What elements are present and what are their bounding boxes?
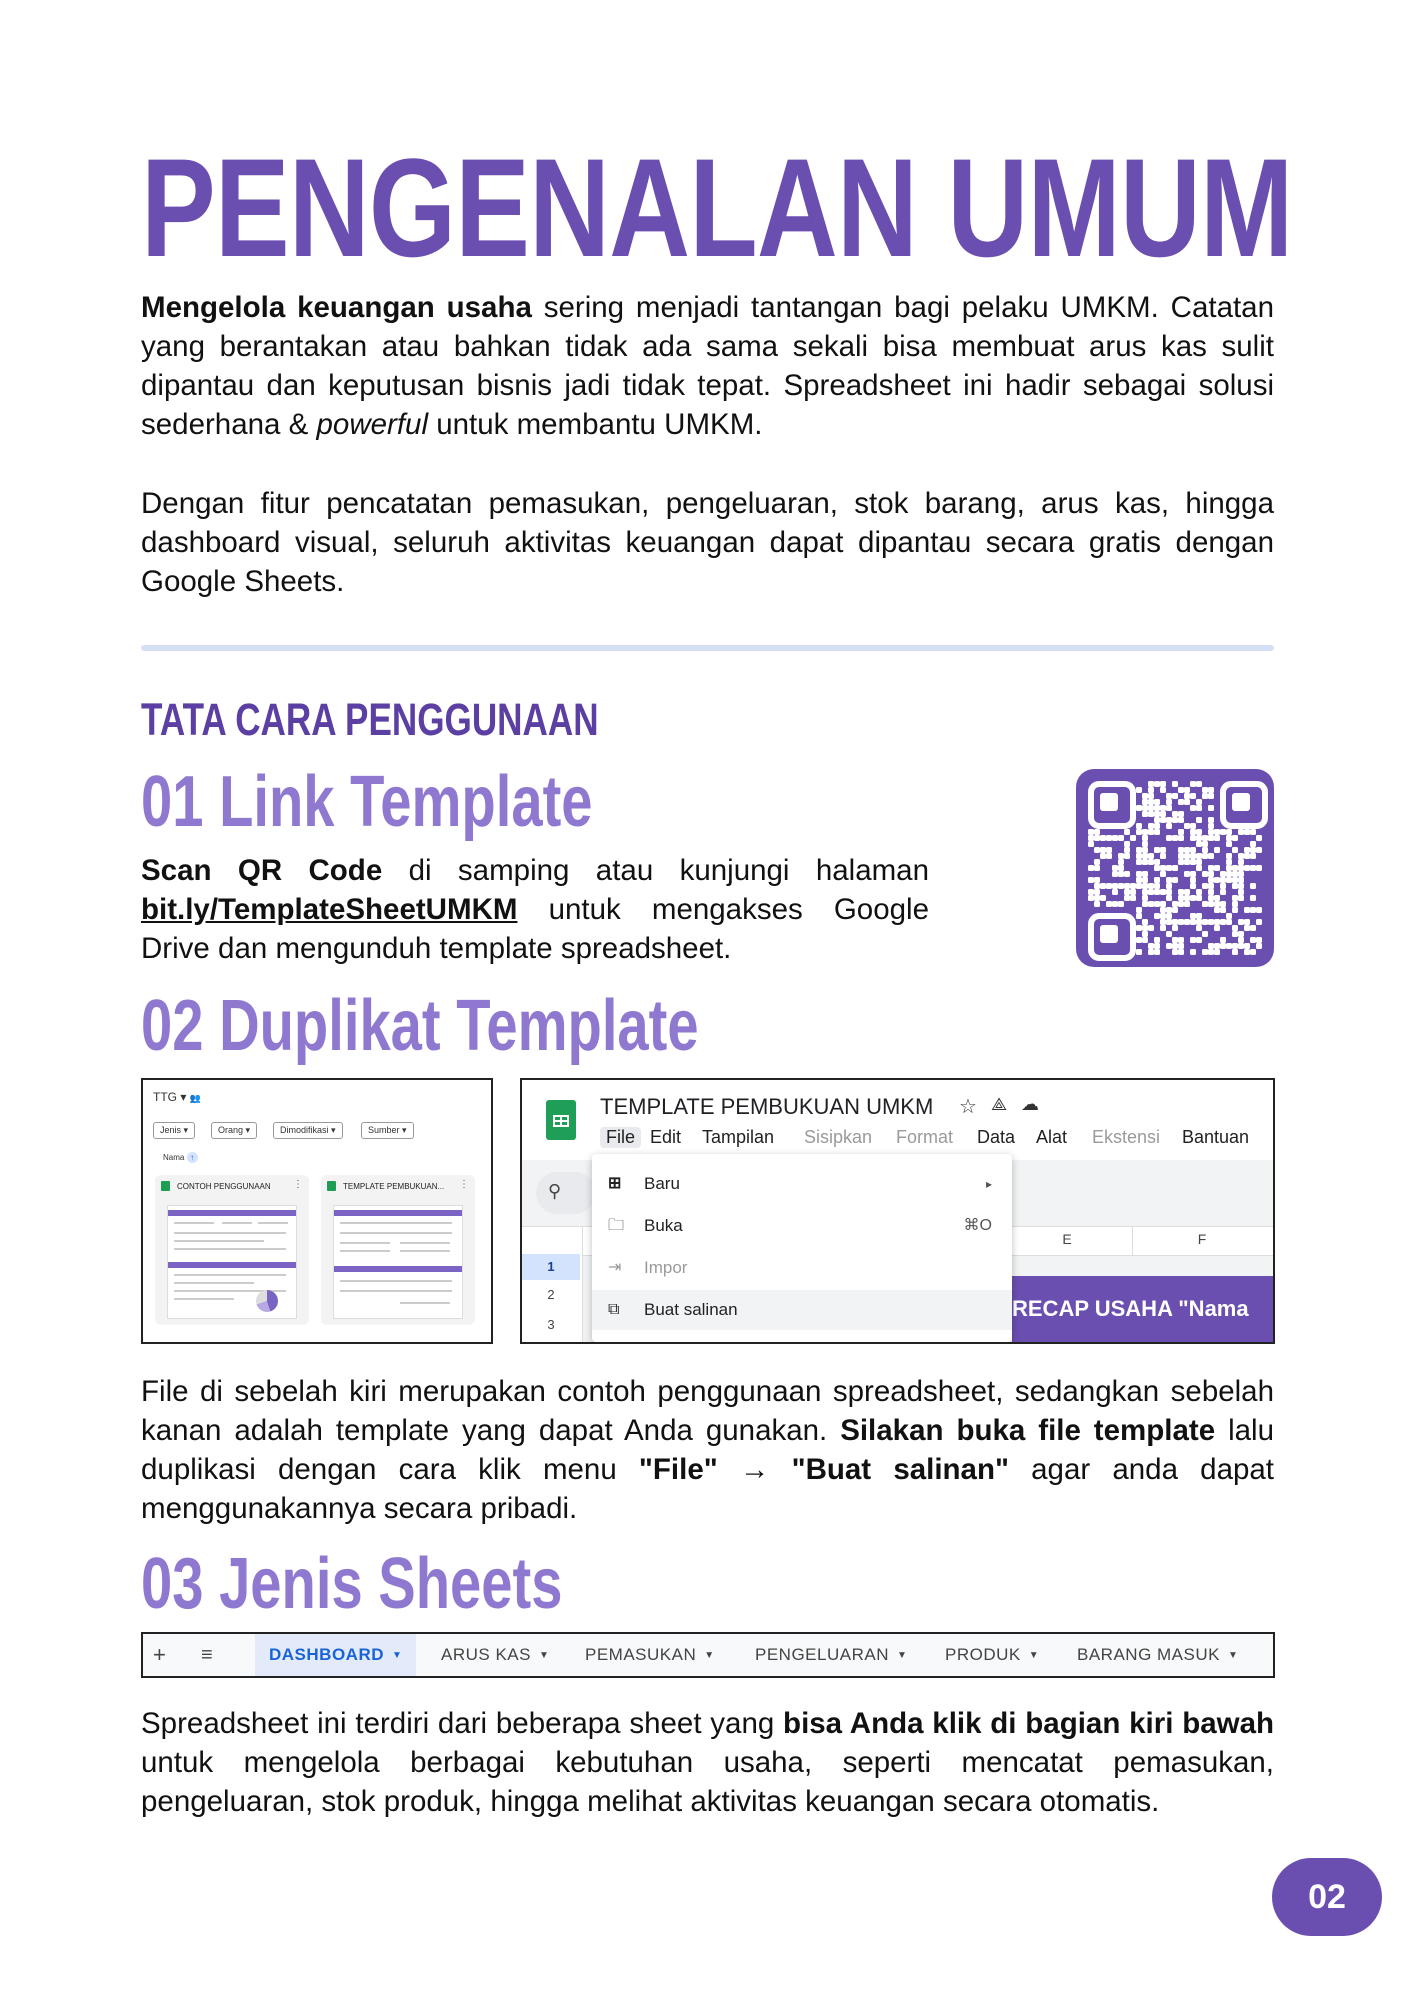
file-thumbnail [167,1205,297,1319]
document-title[interactable]: TEMPLATE PEMBUKUAN UMKM [600,1094,934,1119]
sheets-file-icon [327,1181,336,1191]
sheet-tabs-bar [141,1632,1275,1678]
intro-paragraph-1 [141,288,1274,444]
drive-chip-modified[interactable]: Dimodifikasi ▾ [273,1122,343,1139]
make-copy-label: "Buat salinan" [791,1453,1009,1486]
drive-chip-people[interactable]: Orang ▾ [211,1122,257,1139]
qr-code-pattern [1076,769,1274,967]
tab-pengeluaran[interactable]: PENGELUARAN ▼ [755,1645,908,1664]
all-sheets-icon[interactable]: ≡ [201,1644,214,1666]
section-title: TATA CARA PENGGUNAAN [141,694,599,745]
tab-dropdown-icon: ▼ [1028,1649,1040,1661]
menu-item-open[interactable]: 🗀 Buka ⌘O [592,1206,1012,1246]
sheets-menu-screenshot [520,1078,1275,1344]
menu-help[interactable]: Bantuan [1182,1127,1250,1147]
row-1[interactable]: 1 [522,1254,580,1280]
drive-file-card[interactable] [321,1175,475,1325]
menu-item-new[interactable]: ⊞ Baru ▸ [592,1164,1012,1204]
menu-edit[interactable]: Edit [650,1127,682,1147]
tab-dropdown-icon: ▼ [392,1649,403,1661]
column-e[interactable]: E [1062,1231,1072,1247]
intro-paragraph-2: Dengan fitur pencatatan pemasukan, pengeluaran, stok barang, arus kas, hingga dashboard visual, seluruh aktivitas keuangan dapat dipantau secara gratis dengan Google Sheets. [141,487,1274,598]
drive-file-name: CONTOH PENGGUNAAN [177,1182,271,1191]
menu-file[interactable]: File [600,1127,641,1148]
drive-file-name: TEMPLATE PEMBUKUAN... [343,1182,445,1191]
menu-extensions[interactable]: Ekstensi [1092,1127,1161,1147]
step-1-title: 01 Link Template [141,762,593,842]
pie-thumbnail-icon [256,1290,278,1312]
step-1-text: di samping atau kunjungi halaman [382,854,929,887]
menu-item-import[interactable]: ⇥ Impor [608,1258,688,1277]
add-sheet-icon[interactable]: + [153,1642,167,1667]
tab-dashboard[interactable]: DASHBOARD ▼ [255,1634,416,1676]
qr-code [1076,769,1274,967]
step-1-text-end: untuk mengakses Google Drive dan mengunduh template spreadsheet. [141,893,929,965]
drive-chip-type[interactable]: Jenis ▾ [153,1122,195,1139]
file-menu-label: "File" [638,1453,718,1486]
shortcut-label: ⌘O [963,1217,992,1234]
file-thumbnail [333,1205,463,1319]
menu-view[interactable]: Tampilan [702,1127,775,1147]
step-2-text-end: agar anda dapat menggunakannya secara pribadi. [141,1453,1274,1525]
search-icon: ⚲ [548,1181,562,1201]
tab-dropdown-icon: ▼ [1227,1649,1239,1661]
drive-chip-source[interactable]: Sumber ▾ [361,1122,414,1139]
intro-bold: Mengelola keuangan usaha [141,291,532,324]
google-sheets-icon [546,1100,576,1140]
more-options-icon[interactable]: ⋮ [459,1179,469,1190]
tab-barang-masuk[interactable]: BARANG MASUK ▼ [1077,1645,1239,1664]
submenu-arrow-icon: ▸ [985,1177,992,1191]
step-1-paragraph [141,851,929,968]
step-3-text: Spreadsheet ini terdiri dari beberapa sheet yang [141,1707,784,1740]
step-1-bold: Scan QR Code [141,854,383,887]
step-3-bold: bisa Anda klik di bagian kiri bawah [783,1707,1274,1740]
menu-item-make-copy[interactable]: ⧉ Buat salinan [592,1290,1012,1330]
tab-produk[interactable]: PRODUK ▼ [945,1645,1040,1664]
step-2-text-mid: lalu duplikasi dengan cara klik menu [141,1414,1274,1486]
menu-format[interactable]: Format [896,1127,954,1147]
intro-italic: powerful [316,408,429,441]
template-link[interactable]: bit.ly/TemplateSheetUMKM [141,893,518,926]
step-2-paragraph [141,1372,1274,1528]
drive-file-card[interactable] [155,1175,309,1325]
step-3-text-end: untuk mengelola berbagai kebutuhan usaha, seperti mencatat pemasukan, pengeluaran, stok produk, hingga melihat aktivitas keuangan secara otomatis. [141,1746,1274,1818]
drive-sort-label[interactable]: Nama ↑ [163,1152,198,1163]
shared-icon: 👥 [189,1093,201,1103]
new-icon: ⊞ [608,1175,622,1192]
tab-pemasukan[interactable]: PEMASUKAN ▼ [585,1645,715,1664]
star-icon[interactable]: ☆ [959,1096,977,1118]
step-2-bold: Silakan buka file template [840,1414,1216,1447]
page-number-badge: 02 [1272,1858,1382,1936]
step-3-paragraph [141,1704,1274,1821]
cloud-status-icon: ☁ [1021,1094,1039,1114]
drive-screenshot [141,1078,493,1344]
tab-arus-kas[interactable]: ARUS KAS ▼ [441,1645,550,1664]
move-to-drive-icon[interactable]: ⟁ [991,1094,1008,1114]
arrow-icon: → [717,1453,792,1486]
row-2[interactable]: 2 [547,1287,555,1302]
recap-banner: RECAP USAHA "Nama [1012,1276,1273,1342]
more-options-icon[interactable]: ⋮ [293,1179,303,1190]
section-divider [141,645,1274,651]
sort-arrow-icon: ↑ [187,1152,198,1163]
step-3-title: 03 Jenis Sheets [141,1544,563,1624]
row-3[interactable]: 3 [547,1317,555,1332]
sheets-file-icon [161,1181,170,1191]
menu-data[interactable]: Data [977,1127,1016,1147]
intro-text-end: untuk membantu UMKM. [428,408,763,441]
import-icon: ⇥ [608,1259,622,1276]
tab-dropdown-icon: ▼ [538,1649,550,1661]
step-2-title: 02 Duplikat Template [141,986,699,1066]
drive-folder-header: TTG ▾ 👥 [153,1090,201,1104]
search-box[interactable] [536,1172,596,1214]
page-title: PENGENALAN UMUM [141,129,1293,286]
tab-dropdown-icon: ▼ [896,1649,908,1661]
folder-icon: 🗀 [608,1217,625,1234]
row-headers [522,1254,583,1342]
column-f[interactable]: F [1197,1231,1207,1247]
menu-tools[interactable]: Alat [1036,1127,1068,1147]
tab-dropdown-icon: ▼ [704,1649,715,1661]
copy-icon: ⧉ [608,1301,620,1318]
intro-text: sering menjadi tantangan bagi pelaku UMKM. Catatan yang berantakan atau bahkan tidak ada sama sekali bisa membuat arus kas sulit dipantau dan keputusan bisnis jadi tidak tepat. Spreadsheet ini hadir sebagai solusi sederhana & [141,291,1274,441]
step-2-text: File di sebelah kiri merupakan contoh penggunaan spreadsheet, sedangkan sebelah kanan adalah template yang dapat Anda gunakan. [141,1375,1274,1447]
menu-insert[interactable]: Sisipkan [804,1127,873,1147]
